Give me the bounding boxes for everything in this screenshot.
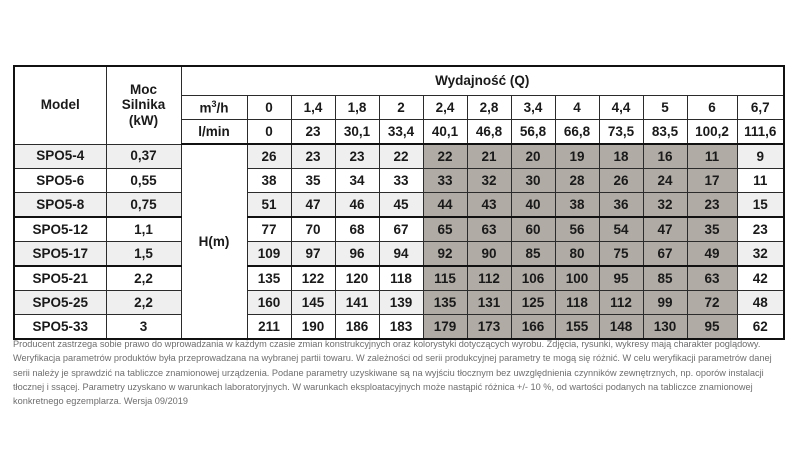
cell-head-value: 51: [247, 193, 291, 218]
flow-m3h-3: 2: [379, 96, 423, 120]
cell-head-value: 36: [599, 193, 643, 218]
cell-head-value: 135: [423, 291, 467, 315]
flow-m3h-6: 3,4: [511, 96, 555, 120]
cell-head-value: 141: [335, 291, 379, 315]
cell-head-value: 62: [737, 315, 784, 340]
cell-head-value: 26: [599, 169, 643, 193]
cell-model: SPO5-17: [14, 242, 106, 267]
table-row: [14, 193, 784, 218]
cell-head-value: 32: [737, 242, 784, 267]
unit-m3h-suffix: /h: [216, 100, 229, 116]
cell-head-value: 44: [423, 193, 467, 218]
cell-head-value: 70: [291, 217, 335, 242]
flow-m3h-7: 4: [555, 96, 599, 120]
cell-model: SPO5-4: [14, 144, 106, 169]
cell-head-value: 125: [511, 291, 555, 315]
flow-lmin-4: 40,1: [423, 120, 467, 145]
cell-head-value: 118: [379, 266, 423, 291]
cell-head-value: 95: [599, 266, 643, 291]
header-row-title: [14, 66, 784, 96]
flow-lmin-7: 66,8: [555, 120, 599, 145]
table-row: [14, 291, 784, 315]
cell-model: SPO5-33: [14, 315, 106, 340]
cell-head-value: 186: [335, 315, 379, 340]
cell-model: SPO5-12: [14, 217, 106, 242]
cell-head-value: 33: [379, 169, 423, 193]
specification-table-container: [13, 65, 785, 340]
cell-head-value: 35: [291, 169, 335, 193]
cell-head-value: 40: [511, 193, 555, 218]
cell-head-value: 92: [423, 242, 467, 267]
cell-head-value: 23: [687, 193, 737, 218]
cell-head-value: 17: [687, 169, 737, 193]
cell-head-value: 23: [291, 144, 335, 169]
cell-head-value: 68: [335, 217, 379, 242]
cell-head-value: 34: [335, 169, 379, 193]
disclaimer-footnote: Producent zastrzega sobie prawo do wprowadzania w każdym czasie zmian konstrukcyjnych oraz kolorystyki dotyczących wyrobu. Zdjęcia, rysunki, wykresy mają charakter poglądowy. Weryfikacja parametrów produktów była przeprowadzana na wybranej partii towaru. W zależności od serii produkcyjnej parametry te mogą się różnić. W celu weryfikacji parametrów danej serii należy je sprawdzić na tabliczce znamionowej urządzenia. Podane parametry uzyskiwane są na wyjściu tłocznym bez uwzględnienia czynników zewnętrznych, np. oporów instalacji tłocznej i ssącej. Parametry uzyskano w warunkach laboratoryjnych. W warunkach eksploatacyjnych może nastąpić różnica +/- 10 %, od wartości podanych na tabliczce znamionowej konkretnego egzemplarza. Wersja 09/2019: [13, 339, 772, 406]
cell-head-value: 173: [467, 315, 511, 340]
cell-head-value: 54: [599, 217, 643, 242]
table-row: [14, 217, 784, 242]
cell-head-value: 85: [511, 242, 555, 267]
cell-head-value: 211: [247, 315, 291, 340]
header-unit-lmin: l/min: [181, 120, 247, 145]
flow-m3h-10: 6: [687, 96, 737, 120]
cell-head-value: 118: [555, 291, 599, 315]
table-row: [14, 242, 784, 267]
cell-head-value: 131: [467, 291, 511, 315]
table-row: [14, 315, 784, 340]
flow-m3h-5: 2,8: [467, 96, 511, 120]
flow-lmin-5: 46,8: [467, 120, 511, 145]
header-power-line3: (kW): [128, 113, 159, 128]
cell-head-value: 56: [555, 217, 599, 242]
cell-head-value: 95: [687, 315, 737, 340]
cell-head-value: 26: [247, 144, 291, 169]
cell-head-value: 20: [511, 144, 555, 169]
table-row: [14, 144, 784, 169]
cell-head-value: 49: [687, 242, 737, 267]
cell-head-value: 99: [643, 291, 687, 315]
cell-head-value: 63: [687, 266, 737, 291]
cell-head-value: 16: [643, 144, 687, 169]
flow-lmin-2: 30,1: [335, 120, 379, 145]
cell-power: 0,55: [106, 169, 181, 193]
flow-m3h-0: 0: [247, 96, 291, 120]
cell-power: 0,37: [106, 144, 181, 169]
cell-head-value: 109: [247, 242, 291, 267]
cell-head-value: 22: [379, 144, 423, 169]
cell-power: 0,75: [106, 193, 181, 218]
cell-head-value: 75: [599, 242, 643, 267]
cell-head-value: 100: [555, 266, 599, 291]
cell-head-value: 130: [643, 315, 687, 340]
cell-head-value: 94: [379, 242, 423, 267]
cell-head-value: 43: [467, 193, 511, 218]
cell-head-value: 42: [737, 266, 784, 291]
flow-lmin-6: 56,8: [511, 120, 555, 145]
table-row: [14, 169, 784, 193]
cell-head-label: H(m): [181, 144, 247, 339]
flow-m3h-11: 6,7: [737, 96, 784, 120]
cell-power: 2,2: [106, 291, 181, 315]
flow-lmin-10: 100,2: [687, 120, 737, 145]
cell-head-value: 46: [335, 193, 379, 218]
flow-lmin-1: 23: [291, 120, 335, 145]
cell-head-value: 67: [643, 242, 687, 267]
unit-m3h-exponent: 3: [211, 98, 217, 109]
header-unit-m3h: [181, 96, 247, 120]
cell-head-value: 179: [423, 315, 467, 340]
header-power: [106, 66, 181, 144]
cell-head-value: 35: [687, 217, 737, 242]
cell-power: 3: [106, 315, 181, 340]
cell-head-value: 115: [423, 266, 467, 291]
table-row: [14, 266, 784, 291]
cell-head-value: 15: [737, 193, 784, 218]
cell-head-value: 80: [555, 242, 599, 267]
cell-head-value: 11: [687, 144, 737, 169]
cell-head-value: 65: [423, 217, 467, 242]
cell-head-value: 190: [291, 315, 335, 340]
cell-head-value: 47: [643, 217, 687, 242]
header-capacity-title: Wydajność (Q): [181, 66, 784, 96]
cell-head-value: 155: [555, 315, 599, 340]
cell-head-value: 166: [511, 315, 555, 340]
cell-head-value: 38: [555, 193, 599, 218]
pump-performance-table: [13, 65, 785, 340]
cell-head-value: 9: [737, 144, 784, 169]
cell-head-value: 90: [467, 242, 511, 267]
cell-head-value: 23: [335, 144, 379, 169]
cell-head-value: 45: [379, 193, 423, 218]
header-power-line2: Silnika: [121, 97, 166, 113]
cell-head-value: 38: [247, 169, 291, 193]
table-body: [14, 144, 784, 339]
cell-head-value: 145: [291, 291, 335, 315]
cell-head-value: 67: [379, 217, 423, 242]
cell-power: 1,1: [106, 217, 181, 242]
cell-head-value: 139: [379, 291, 423, 315]
cell-head-value: 48: [737, 291, 784, 315]
cell-head-value: 72: [687, 291, 737, 315]
cell-head-value: 32: [467, 169, 511, 193]
cell-head-value: 11: [737, 169, 784, 193]
flow-lmin-8: 73,5: [599, 120, 643, 145]
cell-head-value: 97: [291, 242, 335, 267]
flow-m3h-2: 1,8: [335, 96, 379, 120]
cell-model: SPO5-21: [14, 266, 106, 291]
cell-head-value: 28: [555, 169, 599, 193]
cell-power: 2,2: [106, 266, 181, 291]
cell-head-value: 21: [467, 144, 511, 169]
cell-head-value: 33: [423, 169, 467, 193]
cell-head-value: 148: [599, 315, 643, 340]
cell-head-value: 135: [247, 266, 291, 291]
flow-lmin-11: 111,6: [737, 120, 784, 145]
flow-m3h-9: 5: [643, 96, 687, 120]
cell-head-value: 47: [291, 193, 335, 218]
cell-head-value: 122: [291, 266, 335, 291]
cell-head-value: 19: [555, 144, 599, 169]
cell-head-value: 112: [599, 291, 643, 315]
cell-head-value: 120: [335, 266, 379, 291]
cell-model: SPO5-8: [14, 193, 106, 218]
flow-lmin-3: 33,4: [379, 120, 423, 145]
header-power-line1: Moc: [130, 81, 157, 97]
table-header: [14, 66, 784, 144]
cell-head-value: 30: [511, 169, 555, 193]
cell-head-value: 23: [737, 217, 784, 242]
cell-head-value: 32: [643, 193, 687, 218]
cell-head-value: 106: [511, 266, 555, 291]
cell-head-value: 63: [467, 217, 511, 242]
cell-head-value: 183: [379, 315, 423, 340]
flow-lmin-9: 83,5: [643, 120, 687, 145]
cell-head-value: 22: [423, 144, 467, 169]
cell-model: SPO5-6: [14, 169, 106, 193]
cell-head-value: 60: [511, 217, 555, 242]
flow-m3h-8: 4,4: [599, 96, 643, 120]
unit-m3h-prefix: m: [199, 100, 212, 116]
cell-model: SPO5-25: [14, 291, 106, 315]
cell-head-value: 160: [247, 291, 291, 315]
cell-head-value: 112: [467, 266, 511, 291]
flow-m3h-4: 2,4: [423, 96, 467, 120]
cell-head-value: 77: [247, 217, 291, 242]
cell-head-value: 96: [335, 242, 379, 267]
cell-power: 1,5: [106, 242, 181, 267]
cell-head-value: 24: [643, 169, 687, 193]
flow-lmin-0: 0: [247, 120, 291, 145]
flow-m3h-1: 1,4: [291, 96, 335, 120]
cell-head-value: 85: [643, 266, 687, 291]
header-model: Model: [14, 66, 106, 144]
cell-head-value: 18: [599, 144, 643, 169]
